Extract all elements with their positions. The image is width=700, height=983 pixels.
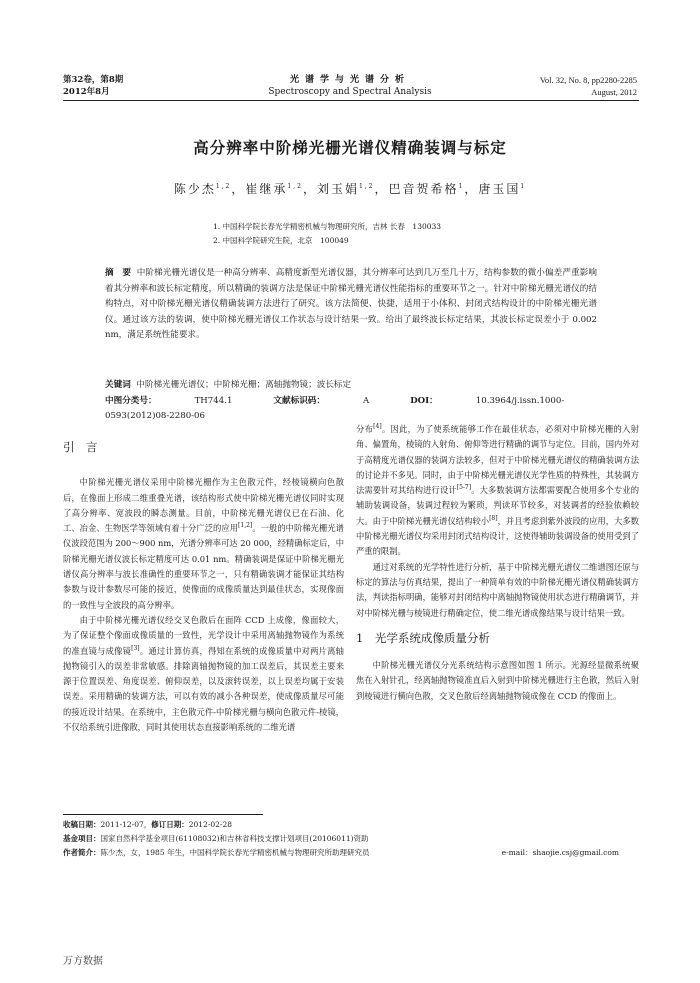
keywords-text: 中阶梯光栅光谱仪；中阶梯光栅；离轴抛物镜；波长标定 bbox=[136, 380, 352, 390]
date-en: August, 2012 bbox=[591, 87, 637, 97]
intro-paragraph-2: 由于中阶梯光栅光谱仪经交叉色散后在面阵 CCD 上成像，像面较大，为了保证整个像面成像质量的一致性，光学设计中采用离轴抛物镜作为系统的准直镜与成像镜[3]。通过计算仿真，得知在系统的成像质量中对两片离轴抛物镜引入的误差非常敏感。排除离轴抛物镜的加工误差后，其误差主要来源于位置误差、角度误差、俯仰误差，以及滚转误差，以上误差均属于安装误差。采用精确的装调方法，可以有效的减小各种误差，使成像质量尽可能的接近设计结果。在系统中，主色散元件-中阶梯光栅与横向色散元件-棱镜，不仅给系统引进像散，同时其使用状态直接影响系统的二维光谱 bbox=[63, 614, 344, 733]
volume-issue-cn: 第32卷，第8期 bbox=[63, 75, 124, 85]
author-list: 陈少杰$^{1,2}$，崔继承$^{1,2}$，刘玉娟$^{1,2}$，巴音贺希格$^1$，唐玉国$^1$ bbox=[173, 182, 527, 196]
intro-paragraph-4: 通过对系统的光学特性进行分析，基于中阶梯光栅光谱仪二维谱图还原与标定的算法与仿真结果，提出了一种简单有效的中阶梯光栅光谱仪精确装调方法，判读指标明确，能够对封闭结构中离轴抛物镜使用状态进行精确调节，并对中阶梯光栅与棱镜进行精确定位，使二维光谱成像结果与设计结果一致。 bbox=[356, 561, 639, 618]
revised-label: 修订日期： bbox=[151, 820, 189, 829]
abstract bbox=[105, 266, 597, 344]
journal-name-en: Spectroscopy and Spectral Analysis bbox=[268, 87, 432, 97]
doi-value: 10.3964/j.issn.1000-0593(2012)08-2280-06 bbox=[105, 396, 565, 421]
keywords bbox=[105, 378, 605, 393]
affiliation-2: 2. 中国科学院研究生院，北京 100049 bbox=[213, 236, 349, 245]
affiliation-1: 1. 中国科学院长春光学精密机械与物理研究所，吉林 长春 130033 bbox=[213, 222, 442, 231]
doi-label: DOI： bbox=[410, 396, 438, 406]
bio-label: 作者简介： bbox=[63, 848, 101, 857]
fund-line bbox=[63, 832, 639, 846]
left-column bbox=[63, 422, 344, 735]
section-1-heading: 1 光学系统成像质量分析 bbox=[356, 630, 490, 645]
running-header-right bbox=[540, 74, 637, 98]
footnote-rule bbox=[63, 814, 263, 815]
keywords-label: 关键词 bbox=[105, 380, 131, 390]
intro-paragraph-1: 中阶梯光栅光谱仪采用中阶梯光栅作为主色散元件，经棱镜横向色散后，在像面上形成二维重叠光谱，该结构形式使中阶梯光栅光谱仪同时实现了高分辨率、宽波段的瞬态测量。目前，中阶梯光栅光谱仪已在石油、化工、冶金、生物医学等领域有着十分广泛的应用[1,2]。一般的中阶梯光栅光谱仪波段范围为 200～900 nm，光谱分辨率可达 20 000，经精确标定后，中阶梯光栅光谱仪波长标定精度可达 0.01 nm。精确装调是保证中阶梯光栅光谱仪高分辨率与波长准确性的重要环节之一，只有精确装调才能保证其结构参数与设计参数尽可能的接近，使像面的成像质量达到最佳状态，实现像面的一致性与全波段的高分辨率。 bbox=[63, 477, 344, 610]
header-rule bbox=[63, 100, 639, 101]
affiliations bbox=[213, 220, 441, 248]
doc-code-label: 文献标识码： bbox=[273, 396, 325, 406]
clc-value: TH744.1 bbox=[194, 396, 233, 406]
date-cn: 2012年8月 bbox=[63, 87, 110, 97]
intro-heading: 引 言 bbox=[63, 440, 98, 454]
abstract-label: 摘 要 bbox=[105, 268, 132, 278]
author-email: e-mail：shaojie.csj@gmail.com bbox=[501, 848, 619, 857]
right-column bbox=[356, 422, 639, 704]
received-label: 收稿日期： bbox=[63, 820, 101, 829]
article-title: 高分辨率中阶梯光栅光谱仪精确装调与标定 bbox=[193, 138, 507, 157]
fund-text: 国家自然科学基金项目(61108032)和吉林省科技支撑计划项目(20106011)资助 bbox=[100, 834, 369, 843]
intro-paragraph-3: 分布[4]。因此，为了使系统能够工作在最佳状态，必须对中阶梯光栅的入射角、偏置角，棱镜的入射角、俯仰等进行精确的调节与定位。目前，国内外对于高精度光谱仪器的装调方法较多，但对于中阶梯光栅光谱仪的精确装调方法的讨论并不多见。同时，由于中阶梯光栅光谱仪光学性质的特殊性，其装调方法需要针对其结构进行设计[5-7]。大多数装调方法都需要配合使用多个专业的辅助装调设备，装调过程较为繁琐，判读环节较多，对装调者的经验依赖较大。由于中阶梯光栅光谱仪结构较小[8]，并且考虑到紫外波段的应用，大多数中阶梯光栅光谱仪均采用封闭式结构设计，这使得辅助装调设备的使用受到了严重的限制。 bbox=[356, 423, 639, 557]
fund-label: 基金项目： bbox=[63, 834, 101, 843]
received-line bbox=[63, 818, 639, 832]
bio-text: 陈少杰，女，1985 年生，中国科学院长春光学精密机械与物理研究所助理研究员 bbox=[100, 848, 370, 857]
doc-code-value: A bbox=[363, 396, 370, 406]
revised-date: 2012-02-28 bbox=[188, 820, 232, 829]
clc-label: 中图分类号： bbox=[105, 396, 157, 406]
received-date: 2011-12-07， bbox=[100, 820, 152, 829]
classification-line bbox=[105, 394, 625, 424]
watermark: 万方数据 bbox=[63, 956, 103, 967]
section-1-paragraph-1: 中阶梯光栅光谱仪分光系统结构示意图如图 1 所示。光源经显微系统聚焦在入射针孔，经离轴抛物镜准直后入射到中阶梯光栅进行主色散，然后入射到棱镜进行横向色散，交叉色散后经离轴抛物镜成像在 CCD 的像面上。 bbox=[356, 660, 639, 701]
footnote bbox=[63, 818, 639, 860]
journal-name-cn: 光谱学与光谱分析 bbox=[289, 75, 410, 85]
volume-issue-en: Vol. 32, No. 8, pp2280-2285 bbox=[539, 75, 637, 85]
abstract-text: 中阶梯光栅光谱仪是一种高分辨率、高精度新型光谱仪器，其分辨率可达到几万至几十万，结构参数的微小偏差严重影响着其分辨率和波长标定精度，所以精确的装调方法是保证中阶梯光栅光谱仪性能指标的重要环节之一。针对中阶梯光栅光谱仪的结构特点，对中阶梯光栅光谱仪精确装调方法进行了研究。该方法简便、快捷，适用于小体积、封闭式结构设计的中阶梯光栅光谱仪。通过该方法的装调，使中阶梯光栅光谱仪工作状态与设计结果一致。给出了最终波长标定结果，其波长标定误差小于 0.002 nm，满足系统性能要求。 bbox=[105, 268, 597, 340]
